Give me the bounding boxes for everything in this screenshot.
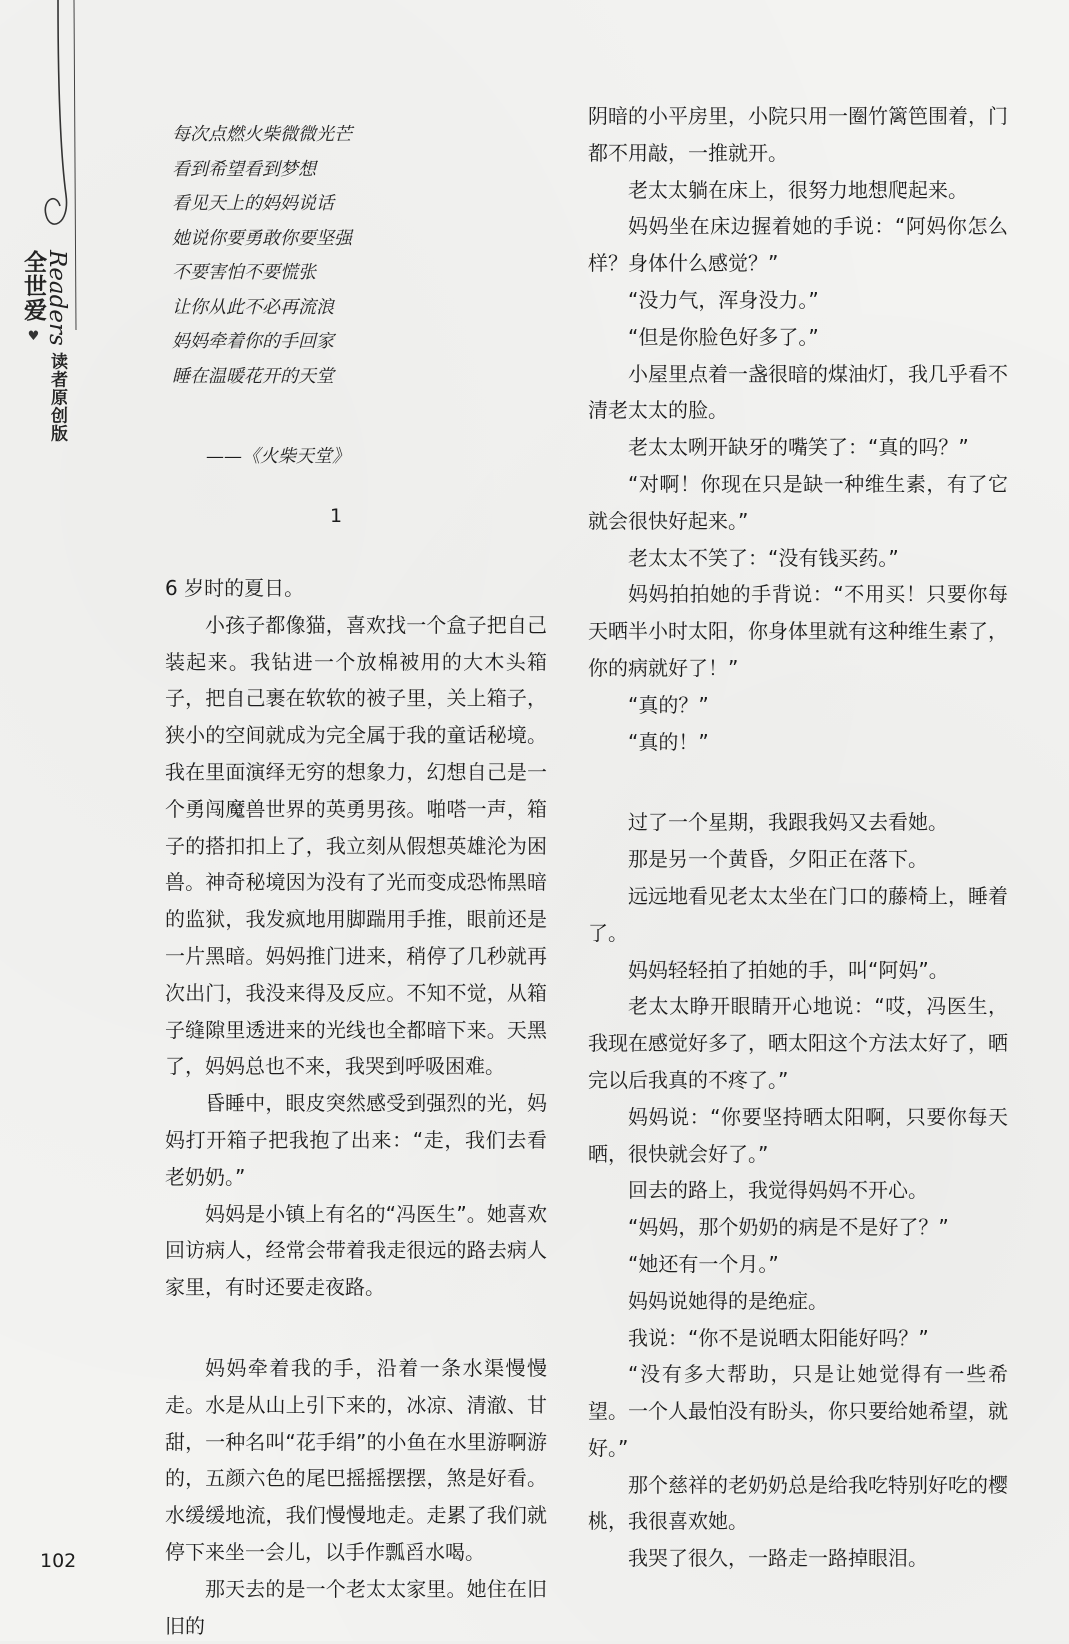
magazine-brand bbox=[20, 250, 70, 460]
paragraph: 过了一个星期，我跟我妈又去看她。 bbox=[628, 810, 948, 835]
paragraph: 那天去的是一个老太太家里。她住在旧旧的 bbox=[165, 1576, 547, 1638]
paragraph: “对啊！你现在只是缺一种维生素，有了它就会很快好起来。” bbox=[588, 471, 1008, 533]
paragraph: 小孩子都像猫，喜欢找一个盒子把自己装起来。我钻进一个放棉被用的大木头箱子，把自己裹在软软的被子里，关上箱子，狭小的空间就成为完全属于我的童话秘境。我在里面演绎无穷的想象力，幻想自己是一个勇闯魔兽世界的英勇男孩。啪嗒一声，箱子的搭扣扣上了，我立刻从假想英雄沦为困兽。神奇秘境因为没有了光而变成恐怖黑暗的监狱，我发疯地用脚踹用手推，眼前还是一片黑暗。妈妈推门进来，稍停了几秒就再次出门，我没来得及反应。不知不觉，从箱子缝隙里透进来的光线也全都暗下来。天黑了，妈妈总也不来，我哭到呼吸困难。 bbox=[165, 612, 547, 1079]
brand-english: Readers bbox=[44, 250, 70, 346]
brand-chinese-sub: 读者原创版 bbox=[47, 352, 67, 443]
poem-line: 让你从此不必再流浪 bbox=[172, 296, 334, 318]
left-column bbox=[165, 570, 547, 1644]
paragraph-break bbox=[588, 760, 1008, 804]
paragraph: 妈妈牵着我的手，沿着一条水渠慢慢走。水是从山上引下来的，冰凉、清澈、甘甜，一种名叫“花手绢”的小鱼在水里游啊游的，五颜六色的尾巴摇摇摆摆，煞是好看。水缓缓地流，我们慢慢地走。走累了我们就停下来坐一会儿，以手作瓢舀水喝。 bbox=[165, 1355, 547, 1564]
paragraph: 妈妈坐在床边握着她的手说：“阿妈你怎么样？身体什么感觉？” bbox=[588, 214, 1008, 276]
paragraph: 小屋里点着一盏很暗的煤油灯，我几乎看不清老太太的脸。 bbox=[588, 361, 1008, 423]
paragraph: 妈妈拍拍她的手背说：“不用买！只要你每天晒半小时太阳，你身体里就有这种维生素了，你的病就好了！” bbox=[588, 582, 1008, 680]
epigraph-poem bbox=[172, 118, 402, 394]
heart-icon: ♥ bbox=[26, 329, 41, 344]
paragraph: 妈妈说她得的是绝症。 bbox=[628, 1288, 828, 1313]
poem-line: 每次点燃火柴微微光芒 bbox=[172, 124, 352, 145]
paragraph: 老太太不笑了：“没有钱买药。” bbox=[628, 545, 899, 570]
paragraph: “没有多大帮助，只是让她觉得有一些希望。一个人最怕没有盼头，你只要给她希望，就好。” bbox=[588, 1362, 1008, 1460]
paragraph: “没力气，浑身没力。” bbox=[628, 287, 819, 312]
paragraph: “妈妈，那个奶奶的病是不是好了？” bbox=[628, 1215, 949, 1240]
paragraph: “她还有一个月。” bbox=[628, 1251, 779, 1276]
section-number: 1 bbox=[330, 505, 343, 527]
paragraph: 妈妈轻轻拍了拍她的手，叫“阿妈”。 bbox=[628, 957, 949, 982]
paragraph: 妈妈是小镇上有名的“冯医生”。她喜欢回访病人，经常会带着我走很远的路去病人家里，有时还要走夜路。 bbox=[165, 1201, 547, 1300]
poem-line: 看见天上的妈妈说话 bbox=[172, 193, 334, 214]
right-column bbox=[588, 98, 1008, 1577]
poem-source: ——《火柴天堂》 bbox=[206, 446, 350, 467]
poem-line: 不要害怕不要慌张 bbox=[172, 262, 316, 283]
paragraph: 昏睡中，眼皮突然感受到强烈的光，妈妈打开箱子把我抱了出来：“走，我们去看老奶奶。” bbox=[165, 1091, 547, 1189]
paragraph: 阴暗的小平房里，小院只用一圈竹篱笆围着，门都不用敲，一推就开。 bbox=[588, 104, 1008, 165]
page-number: 102 bbox=[40, 1550, 77, 1572]
paragraph: 那个慈祥的老奶奶总是给我吃特别好吃的樱桃，我很喜欢她。 bbox=[588, 1472, 1008, 1534]
paragraph: 我说：“你不是说晒太阳能好吗？” bbox=[628, 1325, 929, 1350]
paragraph: 6 岁时的夏日。 bbox=[165, 576, 305, 600]
paragraph-break bbox=[165, 1306, 547, 1350]
paragraph: 老太太躺在床上，很努力地想爬起来。 bbox=[628, 177, 968, 202]
paragraph: 老太太咧开缺牙的嘴笑了：“真的吗？” bbox=[628, 435, 969, 460]
brand-chinese-main: 全世爱 bbox=[20, 250, 47, 322]
paragraph: 远远地看见老太太坐在门口的藤椅上，睡着了。 bbox=[588, 883, 1008, 945]
paragraph: 老太太睁开眼睛开心地说：“哎，冯医生，我现在感觉好多了，晒太阳这个方法太好了，晒完以后我真的不疼了。” bbox=[588, 994, 1008, 1092]
paragraph: 妈妈说：“你要坚持晒太阳啊，只要你每天晒，很快就会好了。” bbox=[588, 1104, 1008, 1166]
paragraph: “真的！” bbox=[628, 729, 709, 754]
paragraph: “真的？” bbox=[628, 692, 709, 717]
poem-line: 睡在温暖花开的天堂 bbox=[172, 365, 334, 387]
paragraph: 那是另一个黄昏，夕阳正在落下。 bbox=[628, 847, 928, 872]
paragraph: 回去的路上，我觉得妈妈不开心。 bbox=[628, 1178, 928, 1203]
paragraph: 我哭了很久，一路走一路掉眼泪。 bbox=[628, 1546, 928, 1571]
poem-line: 妈妈牵着你的手回家 bbox=[172, 331, 334, 352]
poem-line: 她说你要勇敢你要坚强 bbox=[172, 227, 352, 249]
paragraph: “但是你脸色好多了。” bbox=[628, 324, 819, 349]
poem-line: 看到希望看到梦想 bbox=[172, 158, 316, 180]
